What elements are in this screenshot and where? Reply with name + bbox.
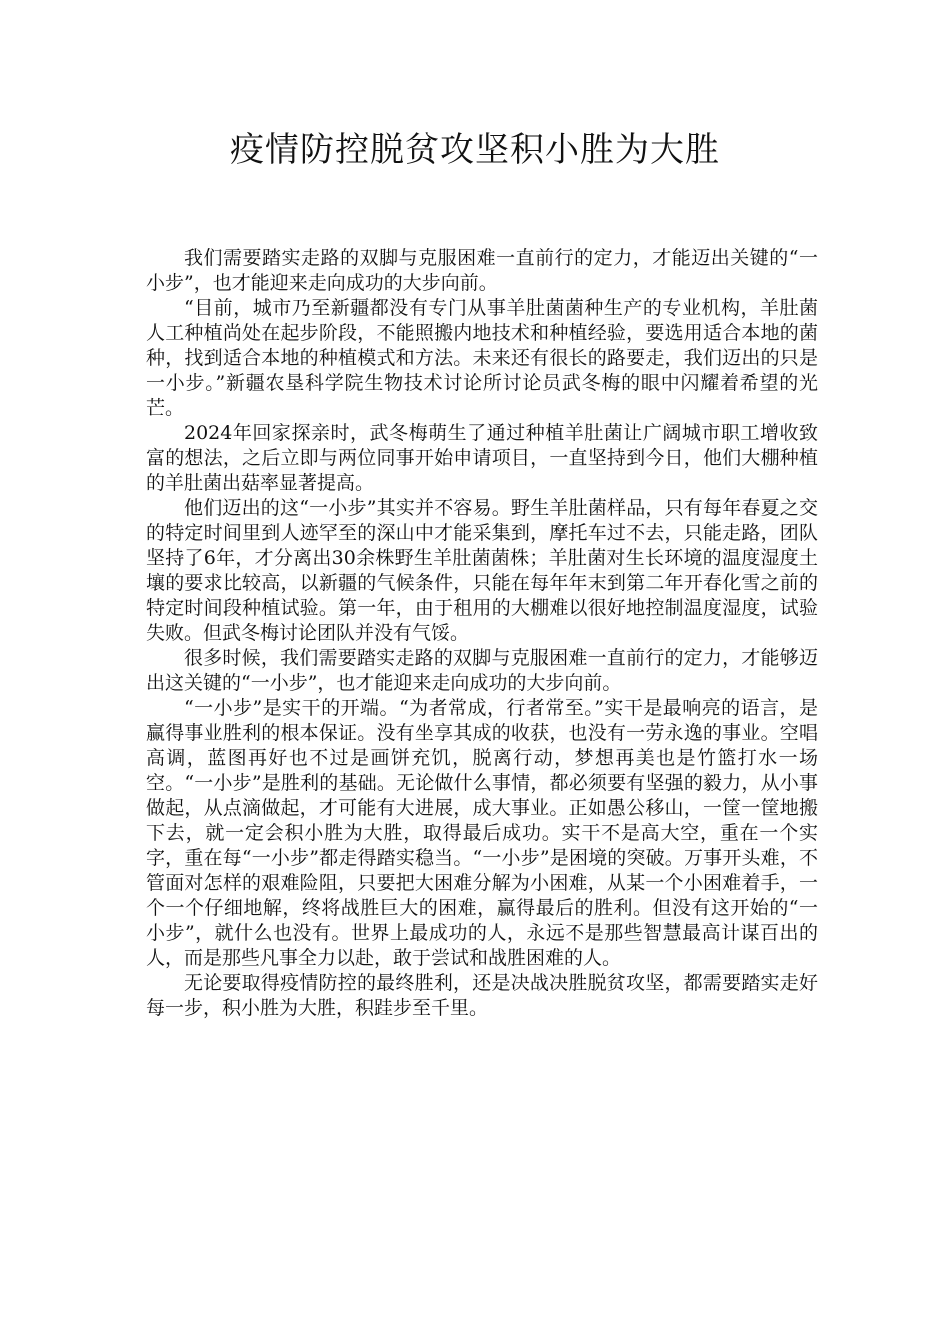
paragraph: 很多时候，我们需要踏实走路的双脚与克服困难一直前行的定力，才能够迈出这关键的“一小步”，也才能迎来走向成功的大步向前。	[146, 647, 818, 694]
paragraph: 2024年回家探亲时，武冬梅萌生了通过种植羊肚菌让广阔城市职工增收致富的想法，之后立即与两位同事开始申请项目，一直坚持到今日，他们大棚种植的羊肚菌出菇率显著提高。	[146, 422, 818, 494]
paragraph: “目前，城市乃至新疆都没有专门从事羊肚菌菌种生产的专业机构，羊肚菌人工种植尚处在起步阶段，不能照搬内地技术和种植经验，要选用适合本地的菌种，找到适合本地的种植模式和方法。未来还有很长的路要走，我们迈出的只是一小步。”新疆农垦科学院生物技术讨论所讨论员武冬梅的眼中闪耀着希望的光芒。	[146, 297, 818, 419]
paragraph: 无论要取得疫情防控的最终胜利，还是决战决胜脱贫攻坚，都需要踏实走好每一步，积小胜为大胜，积跬步至千里。	[146, 972, 818, 1019]
paragraph: “一小步”是实干的开端。“为者常成，行者常至。”实干是最响亮的语言，是赢得事业胜利的根本保证。没有坐享其成的收获，也没有一劳永逸的事业。空唱高调，蓝图再好也不过是画饼充饥，脱离行动，梦想再美也是竹篮打水一场空。“一小步”是胜利的基础。无论做什么事情，都必须要有坚强的毅力，从小事做起，从点滴做起，才可能有大进展，成大事业。正如愚公移山，一筐一筐地搬下去，就一定会积小胜为大胜，取得最后成功。实干不是高大空，重在一个实字，重在每“一小步”都走得踏实稳当。“一小步”是困境的突破。万事开头难，不管面对怎样的艰难险阻，只要把大困难分解为小困难，从某一个小困难着手，一个一个仔细地解，终将战胜巨大的困难，赢得最后的胜利。但没有这开始的“一小步”，就什么也没有。世界上最成功的人，永远不是那些智慧最高计谋百出的人，而是那些凡事全力以赴，敢于尝试和战胜困难的人。	[146, 697, 818, 969]
document-body	[146, 246, 818, 1021]
paragraph: 我们需要踏实走路的双脚与克服困难一直前行的定力，才能迈出关键的“一小步”，也才能迎来走向成功的大步向前。	[146, 247, 818, 294]
document-title: 疫情防控脱贫攻坚积小胜为大胜	[230, 130, 720, 170]
paragraph: 他们迈出的这“一小步”其实并不容易。野生羊肚菌样品，只有每年春夏之交的特定时间里到人迹罕至的深山中才能采集到，摩托车过不去，只能走路，团队坚持了6年，才分离出30余株野生羊肚菌菌株；羊肚菌对生长环境的温度湿度土壤的要求比较高，以新疆的气候条件，只能在每年年末到第二年开春化雪之前的特定时间段种植试验。第一年，由于租用的大棚难以很好地控制温度湿度，试验失败。但武冬梅讨论团队并没有气馁。	[146, 497, 818, 644]
